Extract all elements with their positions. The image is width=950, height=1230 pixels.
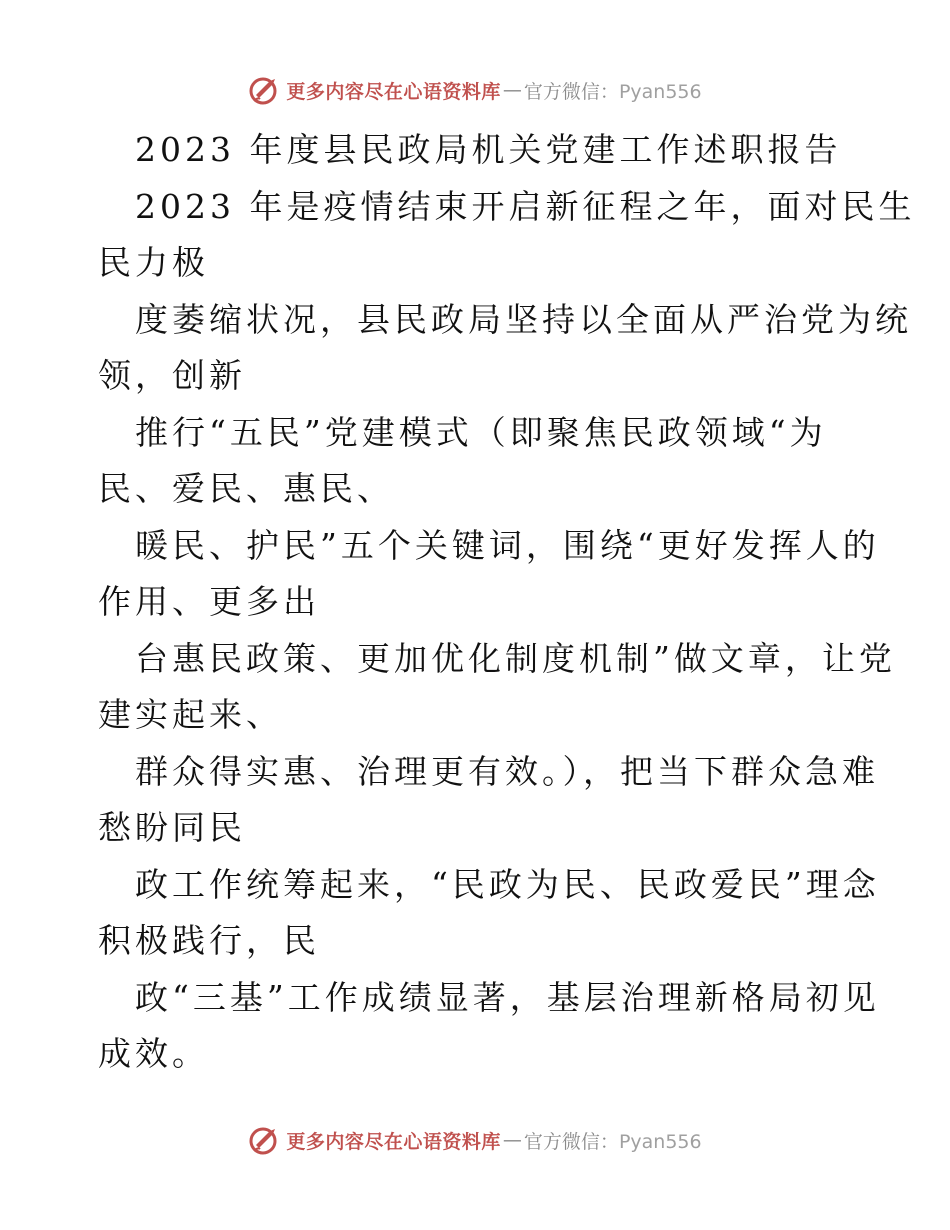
paragraph-line: 建实起来、 bbox=[98, 695, 283, 734]
paragraph-line: 积极践行，民 bbox=[98, 921, 320, 960]
document-title: 2023 年度县民政局机关党建工作述职报告 bbox=[135, 130, 842, 169]
paragraph-line: 暖民、护民”五个关键词，围绕“更好发挥人的 bbox=[135, 525, 880, 565]
watermark-account-label: 官方微信： bbox=[523, 80, 619, 103]
pen-logo-icon bbox=[248, 73, 282, 107]
paragraph-line: 愁盼同民 bbox=[98, 808, 246, 847]
paragraph-line: 作用、更多出 bbox=[98, 582, 320, 621]
document-body bbox=[98, 122, 916, 1083]
watermark-separator: — bbox=[502, 79, 522, 101]
paragraph-line: 领，创新 bbox=[98, 356, 246, 395]
paragraph-line: 度萎缩状况，县民政局坚持以全面从严治党为统 bbox=[135, 299, 912, 339]
watermark-separator: — bbox=[502, 1129, 522, 1151]
watermark-prefix: 更多内容尽在心语资料库 bbox=[286, 1130, 501, 1153]
watermark-header bbox=[0, 70, 950, 110]
paragraph-line: 群众得实惠、治理更有效。），把当下群众急难 bbox=[135, 751, 879, 791]
watermark-account-label: 官方微信： bbox=[523, 1130, 619, 1153]
paragraph-line: 2023 年是疫情结束开启新征程之年，面对民生 bbox=[135, 186, 916, 226]
watermark-footer bbox=[0, 1120, 950, 1160]
watermark-account-id: Pyan556 bbox=[618, 1130, 702, 1153]
paragraph-line: 政“三基”工作成绩显著，基层治理新格局初见 bbox=[135, 977, 880, 1017]
paragraph-line: 推行“五民”党建模式（即聚焦民政领域“为 bbox=[135, 412, 827, 452]
watermark-account bbox=[524, 1127, 702, 1154]
paragraph-line: 民力极 bbox=[98, 243, 209, 282]
paragraph-line: 成效。 bbox=[98, 1034, 209, 1073]
paragraph-line: 政工作统筹起来，“民政为民、民政爱民”理念 bbox=[135, 864, 880, 904]
paragraph-line: 民、爱民、惠民、 bbox=[98, 469, 394, 508]
watermark-account bbox=[524, 77, 702, 104]
watermark-prefix: 更多内容尽在心语资料库 bbox=[286, 80, 501, 103]
pen-logo-icon bbox=[248, 1123, 282, 1157]
watermark-account-id: Pyan556 bbox=[618, 80, 702, 103]
paragraph-line: 台惠民政策、更加优化制度机制”做文章，让党 bbox=[135, 638, 896, 678]
